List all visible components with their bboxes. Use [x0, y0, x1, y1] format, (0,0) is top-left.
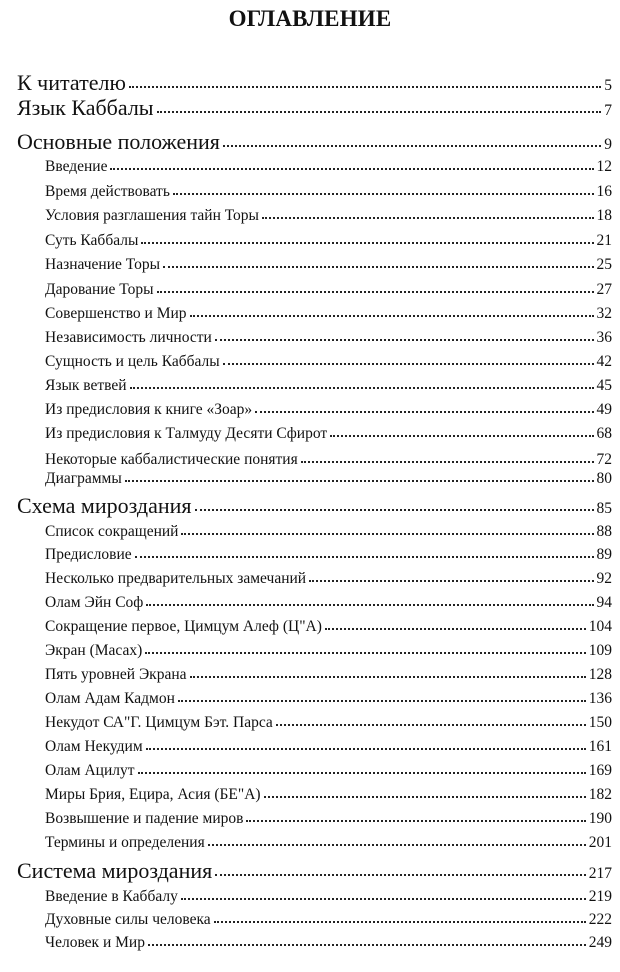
entry-title: Совершенство и Мир: [45, 305, 187, 322]
dot-leader: [223, 363, 594, 365]
entry-title: Введение: [45, 158, 108, 175]
toc-entry: [0, 232, 620, 250]
dot-leader: [214, 921, 586, 923]
dot-leader: [215, 874, 586, 876]
toc-section-entry: [0, 95, 620, 121]
entry-title: Время действовать: [45, 183, 170, 200]
toc-entry: [0, 353, 620, 371]
page-number: 80: [596, 470, 612, 487]
toc-entry: [0, 470, 620, 488]
dot-leader: [173, 193, 594, 195]
page-number: 249: [588, 934, 612, 951]
dot-leader: [264, 796, 586, 798]
toc-entry: [0, 377, 620, 395]
dot-leader: [276, 724, 586, 726]
dot-leader: [181, 898, 586, 900]
page-number: 190: [588, 810, 612, 827]
entry-title: Пять уровней Экрана: [45, 666, 187, 683]
toc-entry: [0, 762, 620, 780]
toc-entry: [0, 425, 620, 443]
toc-entry: [0, 934, 620, 952]
page-number: 7: [604, 102, 612, 119]
toc-entry: [0, 158, 620, 176]
toc-entry: [0, 714, 620, 732]
entry-title: Олам Эйн Соф: [45, 594, 144, 611]
toc-entry: [0, 329, 620, 347]
dot-leader: [208, 844, 586, 846]
toc-entry: [0, 642, 620, 660]
dot-leader: [146, 604, 593, 606]
page-number: 219: [588, 888, 612, 905]
entry-title: Диаграммы: [45, 470, 122, 487]
dot-leader: [125, 480, 594, 482]
toc-entry: [0, 256, 620, 274]
entry-title: Схема мироздания: [17, 493, 192, 518]
dot-leader: [181, 533, 593, 535]
entry-title: Миры Брия, Ецира, Асия (БЕ"А): [45, 786, 261, 803]
entry-title: Некоторые каббалистические понятия: [45, 451, 298, 468]
entry-title: Олам Ацилут: [45, 762, 135, 779]
dot-leader: [157, 291, 594, 293]
page-number: 16: [596, 183, 612, 200]
entry-title: Духовные силы человека: [45, 911, 211, 928]
entry-title: Введение в Каббалу: [45, 888, 178, 905]
toc-entry: [0, 546, 620, 564]
toc-entry: [0, 690, 620, 708]
dot-leader: [135, 556, 594, 558]
toc-entry: [0, 594, 620, 612]
entry-title: Основные положения: [17, 129, 220, 154]
entry-title: К читателю: [17, 70, 126, 95]
toc-entry: [0, 207, 620, 225]
entry-title: Суть Каббалы: [45, 232, 139, 249]
entry-title: Сущность и цель Каббалы: [45, 353, 220, 370]
dot-leader: [110, 168, 593, 170]
dot-leader: [163, 266, 594, 268]
page-number: 32: [596, 305, 612, 322]
entry-title: Из предисловия к книге «Зоар»: [45, 401, 253, 418]
dot-leader: [215, 339, 594, 341]
entry-title: Система мироздания: [17, 858, 213, 883]
dot-leader: [301, 461, 594, 463]
dot-leader: [246, 820, 585, 822]
page-number: 27: [596, 281, 612, 298]
toc-section-entry: [0, 858, 620, 884]
dot-leader: [325, 628, 586, 630]
dot-leader: [255, 411, 593, 413]
toc-entry: [0, 523, 620, 541]
toc-entry: [0, 305, 620, 323]
dot-leader: [330, 435, 593, 437]
toc-entry: [0, 401, 620, 419]
page-number: 72: [596, 451, 612, 468]
page-number: 25: [596, 256, 612, 273]
page-number: 136: [588, 690, 612, 707]
entry-title: Независимость личности: [45, 329, 212, 346]
toc-entry: [0, 786, 620, 804]
toc-entry: [0, 451, 620, 469]
toc-section-entry: [0, 493, 620, 519]
entry-title: Экран (Масах): [45, 642, 143, 659]
page-number: 92: [596, 570, 612, 587]
entry-title: Условия разглашения тайн Торы: [45, 207, 259, 224]
page-number: 85: [596, 500, 612, 517]
dot-leader: [190, 315, 594, 317]
dot-leader: [262, 217, 594, 219]
page-number: 109: [588, 642, 612, 659]
entry-title: Назначение Торы: [45, 256, 160, 273]
entry-title: Язык Каббалы: [17, 95, 154, 120]
toc-entry: [0, 911, 620, 929]
page-number: 128: [588, 666, 612, 683]
dot-leader: [141, 242, 593, 244]
dot-leader: [309, 580, 593, 582]
entry-title: Несколько предварительных замечаний: [45, 570, 307, 587]
dot-leader: [223, 145, 601, 147]
dot-leader: [146, 748, 586, 750]
entry-title: Предисловие: [45, 546, 132, 563]
page-number: 201: [588, 834, 612, 851]
entry-title: Олам Некудим: [45, 738, 143, 755]
page-number: 5: [604, 77, 612, 94]
entry-title: Сокращение первое, Цимцум Алеф (Ц"А): [45, 618, 322, 635]
toc-entry: [0, 810, 620, 828]
entry-title: Дарование Торы: [45, 281, 154, 298]
dot-leader: [130, 387, 594, 389]
dot-leader: [178, 700, 586, 702]
page-number: 21: [596, 232, 612, 249]
dot-leader: [138, 772, 586, 774]
entry-title: Список сокращений: [45, 523, 179, 540]
dot-leader: [195, 509, 594, 511]
page-number: 169: [588, 762, 612, 779]
entry-title: Человек и Мир: [45, 934, 145, 951]
page-number: 94: [596, 594, 612, 611]
toc-entry: [0, 183, 620, 201]
toc-section-entry: [0, 70, 620, 96]
dot-leader: [157, 111, 602, 113]
page-number: 18: [596, 207, 612, 224]
toc-entry: [0, 281, 620, 299]
page-number: 68: [596, 425, 612, 442]
entry-title: Некудот СА"Г. Цимцум Бэт. Парса: [45, 714, 273, 731]
toc-entry: [0, 834, 620, 852]
page-number: 45: [596, 377, 612, 394]
page-number: 150: [588, 714, 612, 731]
entry-title: Термины и определения: [45, 834, 205, 851]
entry-title: Из предисловия к Талмуду Десяти Сфирот: [45, 425, 328, 442]
page-number: 42: [596, 353, 612, 370]
entry-title: Возвышение и падение миров: [45, 810, 244, 827]
entry-title: Олам Адам Кадмон: [45, 690, 175, 707]
entry-title: Язык ветвей: [45, 377, 127, 394]
page-number: 182: [588, 786, 612, 803]
dot-leader: [190, 676, 586, 678]
page-title: ОГЛАВЛЕНИЕ: [228, 6, 392, 31]
page-number: 104: [588, 618, 612, 635]
page-number: 89: [596, 546, 612, 563]
page-number: 49: [596, 401, 612, 418]
toc-entry: [0, 738, 620, 756]
dot-leader: [145, 652, 586, 654]
toc-entry: [0, 618, 620, 636]
dot-leader: [129, 86, 601, 88]
page-number: 36: [596, 329, 612, 346]
page-number: 9: [604, 136, 612, 153]
dot-leader: [148, 944, 586, 946]
page-number: 88: [596, 523, 612, 540]
toc-section-entry: [0, 129, 620, 155]
page-number: 12: [596, 158, 612, 175]
page-number: 161: [588, 738, 612, 755]
toc-entry: [0, 570, 620, 588]
toc-entry: [0, 666, 620, 684]
page-number: 217: [588, 865, 612, 882]
page-number: 222: [588, 911, 612, 928]
toc-entry: [0, 888, 620, 906]
